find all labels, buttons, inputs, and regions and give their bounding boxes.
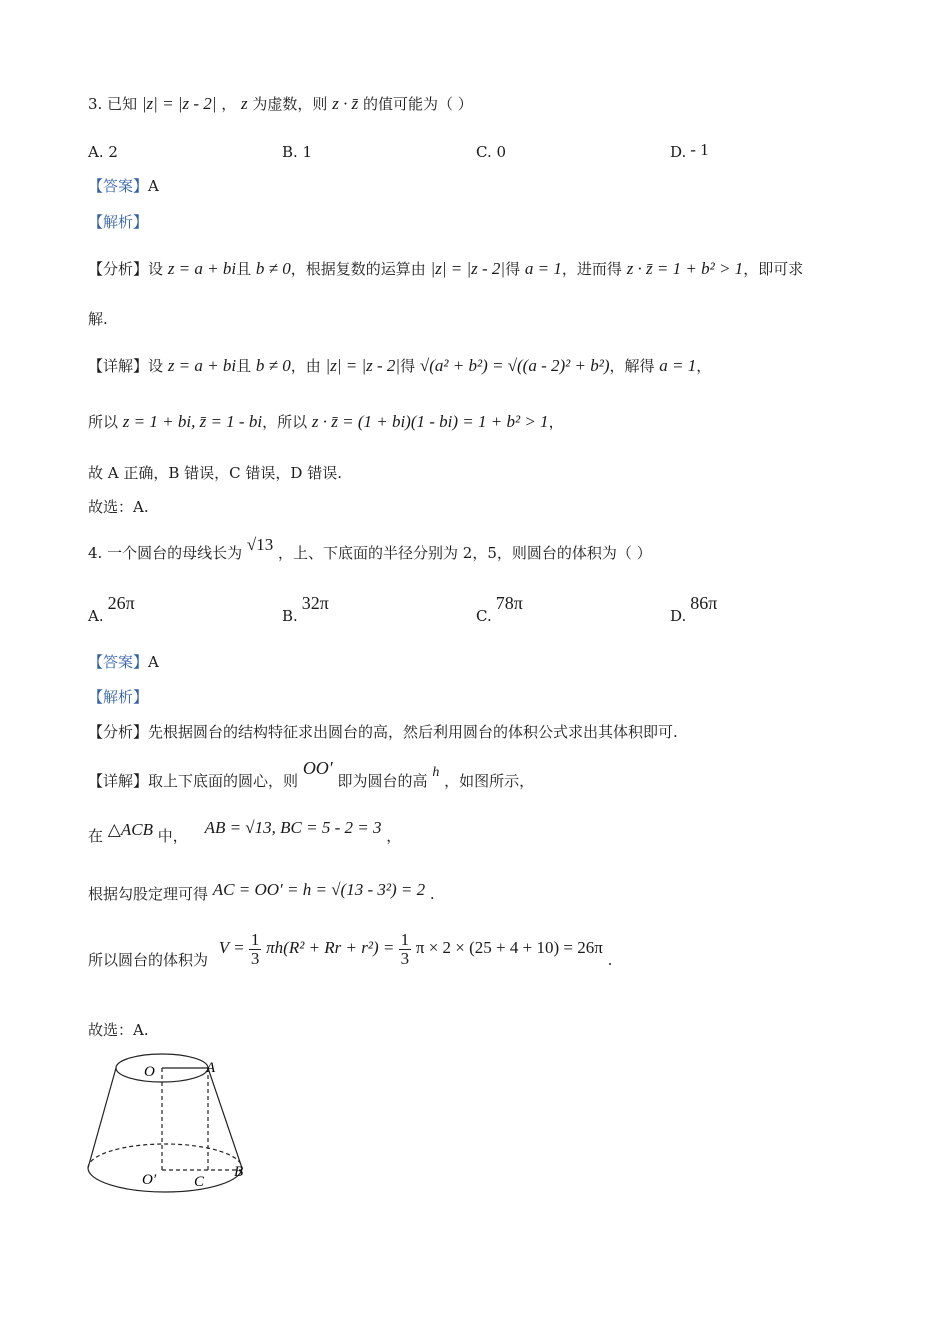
q3-fenxi-tag: 【分析】	[88, 260, 149, 278]
q4-xj-m2: h	[432, 765, 440, 780]
q4-option-d-value: 86π	[690, 593, 718, 613]
q3-xj-t3: ，由	[290, 357, 321, 375]
q3-stem-mid: 为虚数，则	[252, 95, 328, 113]
q4-l3-m1: AC = OO′ = h = √(13 - 3²) = 2	[212, 880, 426, 899]
q4-choose-text: 故选：A.	[88, 1021, 149, 1039]
q3-option-b-label: B. 1	[282, 143, 313, 161]
q4-option-d	[670, 593, 718, 628]
q4-option-b-value: 32π	[301, 593, 329, 613]
q4-l4-t1: 所以圆台的体积为	[88, 951, 209, 969]
q3-option-d-label: D.	[670, 143, 687, 161]
label-o-prime: O′	[142, 1172, 157, 1188]
q4-xj-m1: OO′	[302, 758, 333, 778]
q4-l4-frac1-num: 1	[250, 929, 260, 949]
q3-conclusion-text: 故 A 正确，B 错误，C 错误，D 错误.	[88, 464, 342, 482]
q4-option-a	[88, 593, 135, 628]
q4-option-c	[476, 593, 523, 628]
label-c: C	[194, 1174, 205, 1190]
q4-l4-frac1	[249, 931, 262, 968]
q3-fenxi-m3: |z| = |z - 2|	[430, 259, 506, 278]
q3-xj-t2: 且	[236, 357, 252, 375]
q3-xiangjie-tag: 【详解】	[88, 357, 149, 375]
q3-stem-math-modulus: |z| = |z - 2|	[141, 94, 217, 113]
q3-fenxi	[88, 257, 803, 281]
q4-l3-t2: .	[429, 885, 435, 903]
q4-option-a-value: 26π	[107, 593, 135, 613]
q3-xiangjie-2	[88, 410, 564, 434]
q3-option-a-label: A. 2	[88, 143, 118, 161]
q4-stem-prefix: 4. 一个圆台的母线长为	[88, 544, 243, 562]
q3-xj-t1: 设	[148, 357, 164, 375]
frustum-bottom-back	[88, 1144, 242, 1168]
q4-l4-t2: .	[607, 951, 613, 969]
q3-stem-suffix: 的值可能为（ ）	[362, 95, 473, 113]
q4-l4-mid: πh(R² + Rr + r²) =	[266, 938, 399, 957]
q4-analysis-tag	[88, 685, 148, 709]
label-o: O	[144, 1064, 155, 1080]
q4-l2-t1: 在	[88, 827, 104, 845]
q3-xj-m4: √(a² + b²) = √((a - 2)² + b²)	[419, 356, 610, 375]
q3-option-c	[476, 140, 506, 164]
q3-answer-tag: 【答案】	[88, 177, 149, 195]
q3-option-d-value: - 1	[690, 140, 709, 159]
q4-xj-t2: 即为圆台的高	[337, 772, 428, 790]
q4-l4-v: V =	[218, 938, 249, 957]
q4-answer	[88, 650, 159, 674]
q4-xiangjie-tag: 【详解】	[88, 772, 149, 790]
q3-fenxi-m2: b ≠ 0	[255, 259, 291, 278]
q3-analysis-tag	[88, 210, 148, 234]
q3-conclusion	[88, 461, 342, 485]
q3-xj-t4: 得	[400, 357, 416, 375]
q4-l4-end: π × 2 × (25 + 4 + 10) = 26π	[415, 938, 603, 957]
label-b: B	[234, 1164, 244, 1180]
q3-choose	[88, 495, 149, 519]
q3-fenxi-t7: 解.	[88, 310, 108, 328]
q3-xj2-m2: z · z̄ = (1 + bi)(1 - bi) = 1 + b² > 1	[311, 412, 549, 431]
q3-stem	[88, 92, 473, 116]
q4-option-d-label: D.	[670, 607, 687, 625]
q4-l2-m1: △ACB	[107, 820, 153, 839]
q4-stem	[88, 535, 652, 565]
q3-option-d	[670, 140, 709, 164]
q3-stem-comma: ，	[221, 95, 237, 113]
q3-option-a	[88, 140, 118, 164]
q3-stem-prefix: 3. 已知	[88, 95, 138, 113]
q3-xj-t6: ，	[696, 357, 712, 375]
q3-choose-text: 故选：A.	[88, 498, 149, 516]
label-a: A	[206, 1060, 216, 1076]
q3-fenxi-m5: z · z̄ = 1 + b² > 1	[626, 259, 744, 278]
q3-xj-m2: b ≠ 0	[255, 356, 291, 375]
q3-option-c-label: C. 0	[476, 143, 507, 161]
q4-l2-m2: AB = √13, BC = 5 - 2 = 3	[204, 818, 382, 837]
q4-choose	[88, 1018, 149, 1042]
q4-l4-frac2	[399, 931, 412, 968]
q3-fenxi-t5: ，进而得	[561, 260, 622, 278]
q4-xj-t3: ，如图所示，	[444, 772, 535, 790]
q3-fenxi-t4: 得	[505, 260, 521, 278]
q4-xj-t1: 取上下底面的圆心，则	[148, 772, 299, 790]
q4-option-c-label: C.	[476, 607, 492, 625]
q4-answer-tag: 【答案】	[88, 653, 149, 671]
q3-xj-m3: |z| = |z - 2|	[325, 356, 401, 375]
q3-fenxi-t6: ，即可求	[743, 260, 804, 278]
q3-analysis-label: 【解析】	[88, 213, 149, 231]
q3-fenxi-t2: 且	[236, 260, 252, 278]
frustum-bottom-front	[88, 1168, 242, 1192]
q4-l2-t3: ，	[386, 827, 402, 845]
q4-l2-t2: 中，	[157, 827, 188, 845]
q3-answer	[88, 174, 159, 198]
q3-fenxi-cont	[88, 307, 108, 331]
q4-line4	[88, 929, 613, 980]
q3-xj2-t2: ，所以	[262, 413, 308, 431]
q3-xj2-m1: z = 1 + bi, z̄ = 1 - bi	[122, 412, 263, 431]
q4-fenxi-tag: 【分析】	[88, 723, 149, 741]
q4-fenxi-text: 先根据圆台的结构特征求出圆台的高，然后利用圆台的体积公式求出其体积即可.	[148, 723, 678, 741]
q3-fenxi-m4: a = 1	[524, 259, 562, 278]
frustum-left-generatrix	[88, 1068, 116, 1168]
q4-fenxi	[88, 720, 678, 744]
q3-fenxi-t1: 设	[148, 260, 164, 278]
q3-stem-math-z: z	[241, 94, 248, 113]
q4-option-b	[282, 593, 329, 628]
q3-xj2-t3: ，	[548, 413, 564, 431]
q3-fenxi-t3: ，根据复数的运算由	[290, 260, 426, 278]
q3-option-b	[282, 140, 312, 164]
q4-line3	[88, 882, 435, 906]
q3-xj-m5: a = 1	[659, 356, 697, 375]
q4-line2	[88, 818, 402, 848]
frustum-figure	[80, 1046, 280, 1206]
q3-fenxi-m1: z = a + bi	[167, 259, 237, 278]
q3-xj-t5: ，解得	[609, 357, 655, 375]
q4-stem-suffix: ，上、下底面的半径分别为 2，5，则圆台的体积为（ ）	[278, 544, 652, 562]
q4-l4-frac2-den: 3	[400, 948, 410, 968]
q4-stem-math: √13	[246, 535, 274, 554]
q4-l4-frac1-den: 3	[250, 948, 260, 968]
q4-option-b-label: B.	[282, 607, 298, 625]
q4-option-a-label: A.	[88, 607, 104, 625]
q3-xj2-t1: 所以	[88, 413, 119, 431]
q4-xiangjie	[88, 758, 535, 795]
q3-stem-math-product: z · z̄	[332, 94, 359, 113]
q4-l3-t1: 根据勾股定理可得	[88, 885, 209, 903]
q4-analysis-label: 【解析】	[88, 688, 149, 706]
q4-option-c-value: 78π	[495, 593, 523, 613]
q3-xiangjie	[88, 354, 711, 378]
q4-answer-value: A	[148, 653, 159, 671]
q4-l4-frac2-num: 1	[400, 929, 410, 949]
q3-answer-value: A	[148, 177, 159, 195]
q3-xj-m1: z = a + bi	[167, 356, 237, 375]
frustum-right-generatrix	[208, 1068, 242, 1168]
